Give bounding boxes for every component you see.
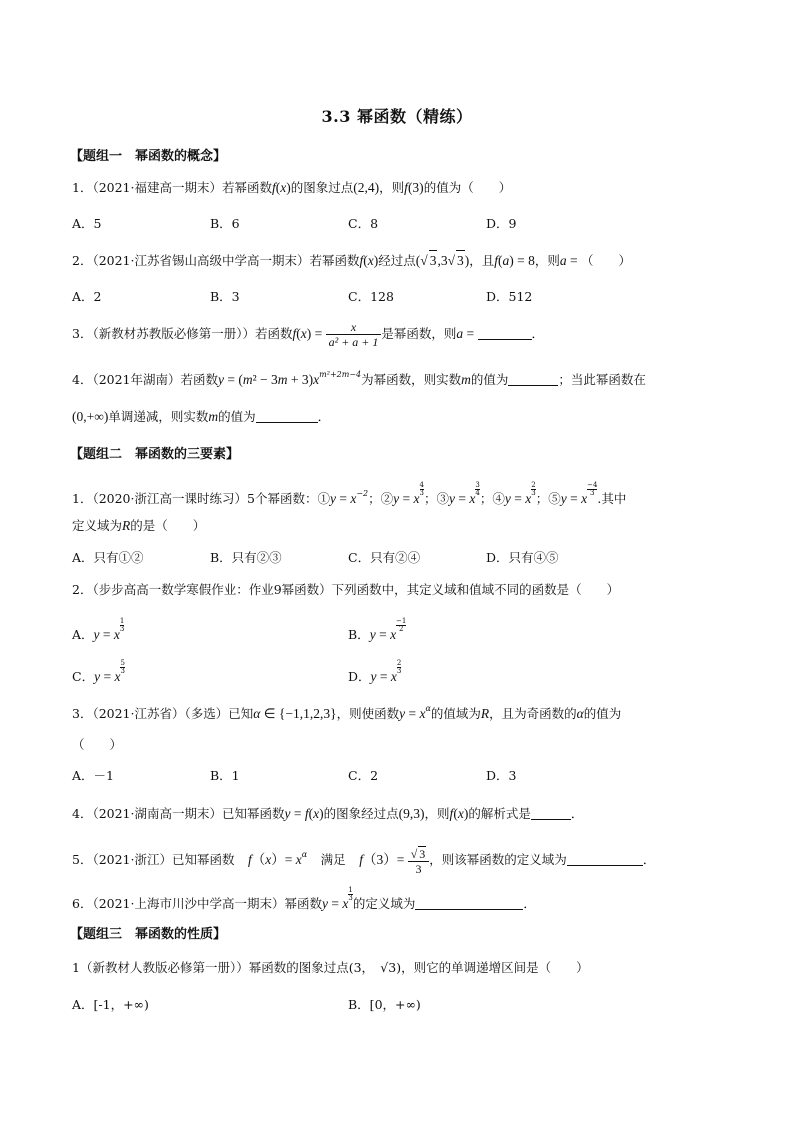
option-g2-1-a: A．只有①② — [72, 550, 144, 565]
question-g1-3: 3．（新教材苏教版必修第一册））若函数f(x) = $\frac{x}{\text{a² + a + 1}}$ 是幂函数，则a = ． — [72, 320, 545, 349]
question-g2-3-cont: （ ） — [72, 737, 123, 752]
option-g2-1-d: D．只有④⑤ — [486, 550, 559, 565]
option-g3-1-a: A．[-1，+∞) — [72, 997, 149, 1012]
question-g2-4: 4．（2021·湖南高一期末）已知幂函数y = f(x)的图象经过点(9,3)，则f(x)的解析式是 ． — [72, 806, 584, 821]
question-g2-1-cont: 定义域为R的是（ ） — [72, 518, 206, 533]
question-g3-1: 1（新教材人教版必修第一册））幂函数的图象过点(3， √3)，则它的单调递增区间是（ ） — [72, 960, 589, 975]
question-g1-2: 2．（2021·江苏省锡山高级中学高一期末）若幂函数f(x)经过点(√ 3,3√ 3)，且f(a) = 8，则a = （ ） — [72, 250, 631, 271]
option-g2-2-d: D．y = x $\frac{2}{3}$ — [348, 659, 402, 684]
option-g2-1-b: B．只有②③ — [210, 550, 282, 565]
option-g2-1-c: C．只有②④ — [348, 550, 421, 565]
option-g2-2-b: B．y = x $\frac{-1}{2}$ — [348, 617, 407, 642]
group-heading-2: 【题组二 幂函数的三要素】 — [70, 447, 240, 462]
question-g2-2: 2．（步步高高一数学寒假作业：作业9幂函数）下列函数中，其定义域和值域不同的函数是（ ） — [72, 582, 620, 597]
question-g1-4-cont: (0,+∞)单调递减，则实数m的值为 ． — [72, 409, 331, 424]
option-g2-2-a: A．y = x $\frac{1}{3}$ — [72, 617, 125, 642]
option-g1-1-c: C．8 — [348, 216, 379, 231]
option-g3-1-b: B．[0，+∞) — [348, 997, 421, 1012]
question-g2-5: 5．（2021·浙江）已知幂函数 $f(x)= x^\alpha$ 满足 f（3）= $\frac{√ 3}{3}$ ，则该幂函数的定义域为 ． — [72, 846, 656, 876]
option-g1-2-c: C．128 — [348, 289, 394, 304]
question-g1-1: 1．（2021·福建高一期末）若幂函数f(x)的图象过点(2,4)，则f(3)的值为（ ） — [72, 180, 512, 195]
group-heading-1: 【题组一 幂函数的概念】 — [70, 149, 227, 164]
group-heading-3: 【题组三 幂函数的性质】 — [70, 927, 227, 942]
option-g1-2-b: B．3 — [210, 289, 240, 304]
option-g1-2-d: D．512 — [486, 289, 533, 304]
option-g1-2-a: A．2 — [72, 289, 102, 304]
question-g2-3: 3．（2021·江苏省）（多选）已知α ∈ {−1,1,2,3}，则使函数$y = x^\alpha$的值域为R，且为奇函数的α的值为 — [72, 704, 622, 721]
option-g2-2-c: C．y = x $\frac{5}{3}$ — [72, 659, 125, 684]
option-g2-3-a: A．－1 — [72, 768, 114, 783]
option-g2-3-c: C．2 — [348, 768, 379, 783]
page-title: 3.3 幂函数（精练） — [321, 107, 473, 126]
option-g1-1-a: A．5 — [72, 216, 102, 231]
option-g1-1-b: B．6 — [210, 216, 240, 231]
option-g2-3-b: B．1 — [210, 768, 240, 783]
question-g2-1: 1．（2020·浙江高一课时练习）5个幂函数：①y = $x^{-2}$；②y = x $\frac{4}{3}$ ；③y = x $\frac{3}{4}$ ；④y = x $\frac{2}{3}$ ；⑤y = x $\frac{-4}{3}$ .其中 — [72, 481, 627, 506]
option-g1-1-d: D．9 — [486, 216, 517, 231]
question-g1-4: 4．（2021年湖南）若函数$y = (m^2 - 3m + 3)x^{m^2+2m-4}$为幂函数，则实数m的值为 ；当此幂函数在 — [72, 370, 646, 387]
option-g2-3-d: D．3 — [486, 768, 517, 783]
question-g2-6: 6．（2021·上海市川沙中学高一期末）幂函数y = x $\frac{1}{3}$ 的定义域为 ． — [72, 886, 536, 911]
